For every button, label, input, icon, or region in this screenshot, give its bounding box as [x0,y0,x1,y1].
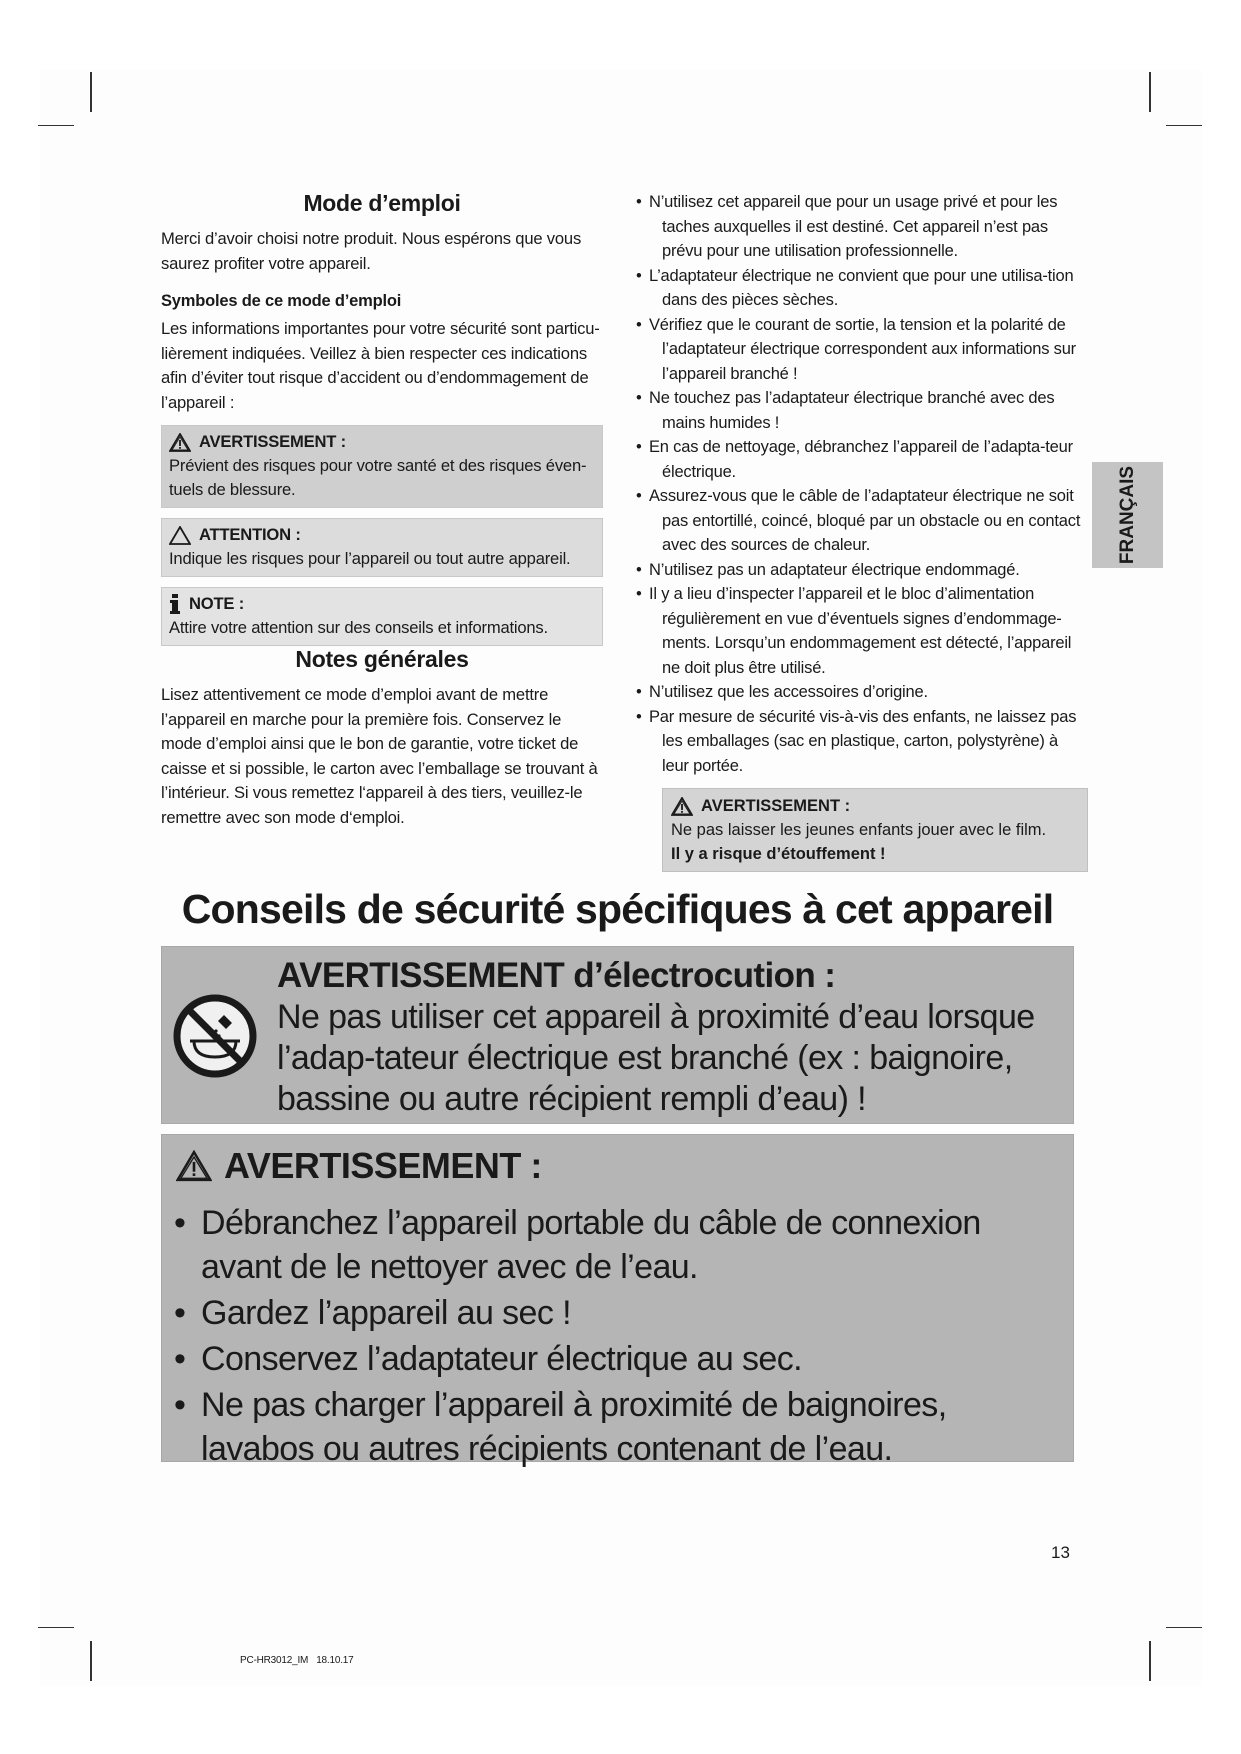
note-symbol-text: Attire votre attention sur des conseils et informations. [169,618,548,637]
device-warning-label: AVERTISSEMENT : [224,1145,542,1186]
child-warning-box [662,788,1088,872]
attention-symbol-label: ATTENTION : [199,525,301,544]
electrocution-text-block [277,955,1065,1120]
list-item: • N’utilisez pas un adaptateur électrique endommagé. [636,558,1088,583]
right-column [636,190,1088,872]
attention-symbol-head [169,523,595,547]
child-warning-head [671,794,1079,818]
safety-title: Conseils de sécurité spécifiques à cet appareil [181,886,1054,932]
notes-text: Lisez attentivement ce mode d’emploi avant de mettre l’appareil en marche pour la première fois. Conservez le mode d’emploi ainsi que le bon de garantie, votre ticket de caisse et si possible, le carton avec l’emballage se trouvant à l’intérieur. Si vous remettez l‘appareil à des tiers, veuillez-le remettre avec son mode d‘emploi. [161,685,598,827]
language-tab [1092,462,1163,568]
crop-mark [1166,125,1202,126]
note-symbol-head [169,592,595,616]
page-number: 13 [1051,1543,1070,1562]
warning-triangle-icon [671,797,693,816]
list-item: • L’adaptateur électrique ne convient que pour une utilisa-tion dans des pièces sèches. [636,264,1088,313]
intro-text: Merci d’avoir choisi notre produit. Nous espérons que vous saurez profiter votre appareil. [161,229,582,273]
list-item: • En cas de nettoyage, débranchez l’appareil de l’adapta-teur électrique. [636,435,1088,484]
attention-symbol-box [161,518,603,577]
list-item: • Il y a lieu d’inspecter l’appareil et le bloc d’alimentation régulièrement en vue d’éventuels signes d’endommage-ments. Lorsqu’un endommagement est détecté, l’appareil ne doit plus être utilisé. [636,582,1088,680]
child-warning-bold: Il y a risque d’étouffement ! [671,845,886,863]
warning-symbol-text: Prévient des risques pour votre santé et des risques éven-tuels de blessure. [169,456,587,499]
symbols-text: Les informations importantes pour votre sécurité sont particu-lièrement indiquées. Veillez à bien respecter ces indications afin d’éviter tout risque d’accident ou d’endommagement de l’appareil : [161,319,600,412]
list-item: • Gardez l’appareil au sec ! [174,1291,1063,1335]
warning-symbol-box [161,425,603,508]
list-item: • Débranchez l’appareil portable du câble de connexion avant de le nettoyer avec de l’eau. [174,1201,1063,1289]
attention-symbol-text: Indique les risques pour l’appareil ou tout autre appareil. [169,549,571,568]
child-warning-label: AVERTISSEMENT : [701,797,851,815]
list-item: • N’utilisez cet appareil que pour un usage privé et pour les taches auxquelles il est destiné. Cet appareil n’est pas prévu pour une utilisation professionnelle. [636,190,1088,264]
footer-date: 18.10.17 [316,1655,354,1666]
device-warning-box [161,1134,1074,1468]
warning-symbol-label: AVERTISSEMENT : [199,432,346,451]
warning-symbol-head [169,430,595,454]
warning-triangle-icon [169,433,191,452]
device-warning-head [176,1145,542,1187]
notes-title: Notes générales [295,646,469,672]
note-symbol-box [161,587,603,646]
footer-doc-id: PC-HR3012_IM [240,1655,309,1666]
list-item: • Par mesure de sécurité vis-à-vis des enfants, ne laissez pas les emballages (sac en plastique, carton, polystyrène) à leur portée. [636,705,1088,779]
no-water-icon [172,993,258,1079]
info-icon [169,594,181,614]
electrocution-text: Ne pas utiliser cet appareil à proximité d’eau lorsque l’adap-tateur électrique est branché (ex : baignoire, bassine ou autre récipient rempli d’eau) ! [277,998,1035,1118]
list-item: • N’utilisez que les accessoires d’origine. [636,680,1088,705]
crop-mark [90,1641,92,1681]
electrocution-warning-box [161,946,1074,1124]
crop-mark [1149,72,1151,112]
device-warning-list [174,1201,1063,1473]
crop-mark [1166,1627,1202,1628]
list-item: • Vérifiez que le courant de sortie, la tension et la polarité de l’adaptateur électrique correspondent aux informations sur l’appareil branché ! [636,313,1088,387]
crop-mark [38,125,74,126]
list-item: • Ne pas charger l’appareil à proximité de baignoires, lavabos ou autres récipients contenant de l’eau. [174,1383,1063,1471]
warning-triangle-icon [176,1150,212,1182]
electrocution-heading: AVERTISSEMENT d’électrocution : [277,956,836,995]
list-item: • Assurez-vous que le câble de l’adaptateur électrique ne soit pas entortillé, coincé, bloqué par un obstacle ou en contact avec des sources de chaleur. [636,484,1088,558]
list-item: • Conservez l’adaptateur électrique au sec. [174,1337,1063,1381]
list-item: • Ne touchez pas l’adaptateur électrique branché avec des mains humides ! [636,386,1088,435]
crop-mark [1149,1641,1151,1681]
left-column [161,190,603,830]
crop-mark [38,1627,74,1628]
crop-mark [90,72,92,112]
note-symbol-label: NOTE : [189,594,245,613]
language-tab-label: FRANÇAIS [1116,465,1138,565]
child-warning-text: Ne pas laisser les jeunes enfants jouer avec le film. [671,821,1047,839]
symbols-title: Symboles de ce mode d’emploi [161,292,402,310]
attention-triangle-icon [169,526,191,545]
safety-bullet-list [636,190,1088,778]
footer-doc-info [240,1655,354,1666]
mode-title: Mode d’emploi [303,190,461,216]
